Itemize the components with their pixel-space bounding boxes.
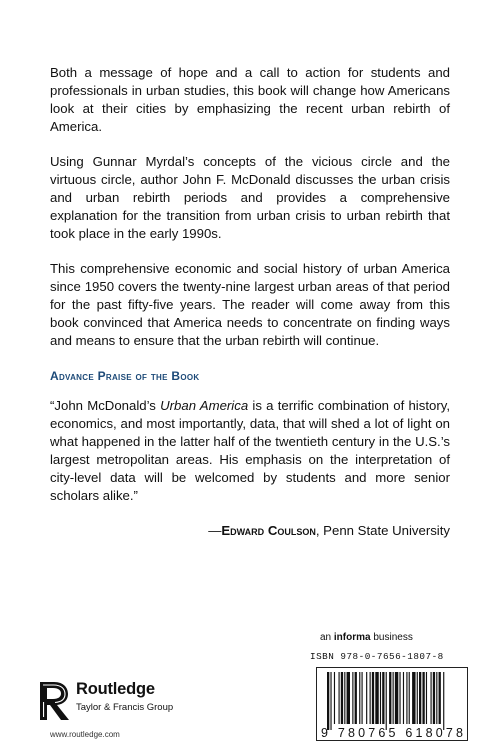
praise-attribution bbox=[50, 522, 450, 540]
barcode-bar bbox=[443, 672, 444, 730]
barcode-bar bbox=[366, 672, 367, 724]
barcode-bar bbox=[436, 672, 437, 724]
publisher-name: Routledge bbox=[76, 680, 155, 698]
reviewer-affiliation: , Penn State University bbox=[315, 523, 450, 538]
barcode-bar bbox=[327, 672, 329, 730]
attribution-dash: — bbox=[208, 523, 222, 538]
barcode-bar bbox=[382, 672, 384, 724]
barcode-area bbox=[306, 632, 468, 742]
praise-quote bbox=[50, 397, 450, 505]
barcode-bar bbox=[344, 672, 345, 724]
isbn-text: ISBN 978-0-7656-1807-8 bbox=[310, 651, 444, 662]
barcode-bar bbox=[355, 672, 357, 724]
quote-text-start: “John McDonald’s bbox=[50, 398, 161, 413]
barcode-bar bbox=[431, 672, 432, 724]
back-cover-text bbox=[50, 64, 450, 557]
barcode-bar bbox=[412, 672, 415, 724]
barcode-bar bbox=[347, 672, 350, 724]
barcode-bar bbox=[395, 672, 398, 724]
barcode-bar bbox=[409, 672, 410, 724]
description-paragraph-1: Both a message of hope and a call to action for students and professionals in urban studies, this book will change how Americans look at their cities by emphasizing the recent urban rebirth of America. bbox=[50, 65, 450, 134]
informa-business-label: an informa business bbox=[320, 632, 413, 643]
barcode-bar bbox=[370, 672, 371, 724]
barcode-bar bbox=[393, 672, 394, 724]
publisher-group: Taylor & Francis Group bbox=[76, 702, 174, 713]
barcode-bar bbox=[439, 672, 441, 724]
barcode-bar bbox=[362, 672, 363, 724]
barcode-bar bbox=[426, 672, 427, 724]
barcode-bar bbox=[419, 672, 421, 724]
publisher-block bbox=[38, 680, 198, 740]
quote-text-end: is a terrific combination of history, economics, and most importantly, data, that will shed a lot of light on what happened in the latter half of the twentieth century in the U.S.’s largest metropolitan areas. His emphasis on the interpretation of city-level data will be welcomed by students and more senior scholars alike.” bbox=[50, 398, 450, 503]
barcode-bar bbox=[433, 672, 435, 724]
barcode-bar bbox=[334, 672, 335, 724]
barcode-bar bbox=[399, 672, 400, 724]
barcode-bar bbox=[386, 672, 387, 730]
barcode-bar bbox=[403, 672, 404, 724]
barcode-digits: 9 780765 618078 bbox=[321, 726, 463, 740]
barcode-bar bbox=[359, 672, 360, 724]
barcode-bar bbox=[341, 672, 343, 724]
praise-heading: Advance Praise of the Book bbox=[50, 369, 200, 383]
barcode bbox=[316, 667, 468, 741]
barcode-bar bbox=[352, 672, 353, 724]
description-paragraph-3: This comprehensive economic and social history of urban America since 1950 covers the twenty-nine largest urban areas of that period for the past fifty-five years. The reader will come away from this book convinced that America needs to concentrate on finding ways and means to ensure that the urban rebirth will continue. bbox=[50, 261, 450, 348]
barcode-bar bbox=[417, 672, 418, 724]
book-title: Urban America bbox=[160, 398, 249, 413]
barcode-bar bbox=[406, 672, 407, 724]
barcode-bar bbox=[389, 672, 391, 724]
barcode-bar bbox=[422, 672, 424, 724]
barcode-bar bbox=[339, 672, 340, 724]
barcode-bar bbox=[375, 672, 378, 724]
barcode-bar bbox=[380, 672, 381, 724]
reviewer-name: Edward Coulson bbox=[221, 523, 316, 538]
barcode-bar bbox=[372, 672, 374, 724]
barcode-bar bbox=[330, 672, 331, 730]
publisher-url[interactable]: www.routledge.com bbox=[50, 730, 120, 739]
routledge-r-logo-icon bbox=[38, 680, 72, 722]
description-paragraph-2: Using Gunnar Myrdal’s concepts of the vicious circle and the virtuous circle, author John F. McDonald discusses the urban crisis and urban rebirth periods and provides a comprehensive explanation for the transition from urban crisis to urban rebirth that took place in the early 1990s. bbox=[50, 154, 450, 241]
